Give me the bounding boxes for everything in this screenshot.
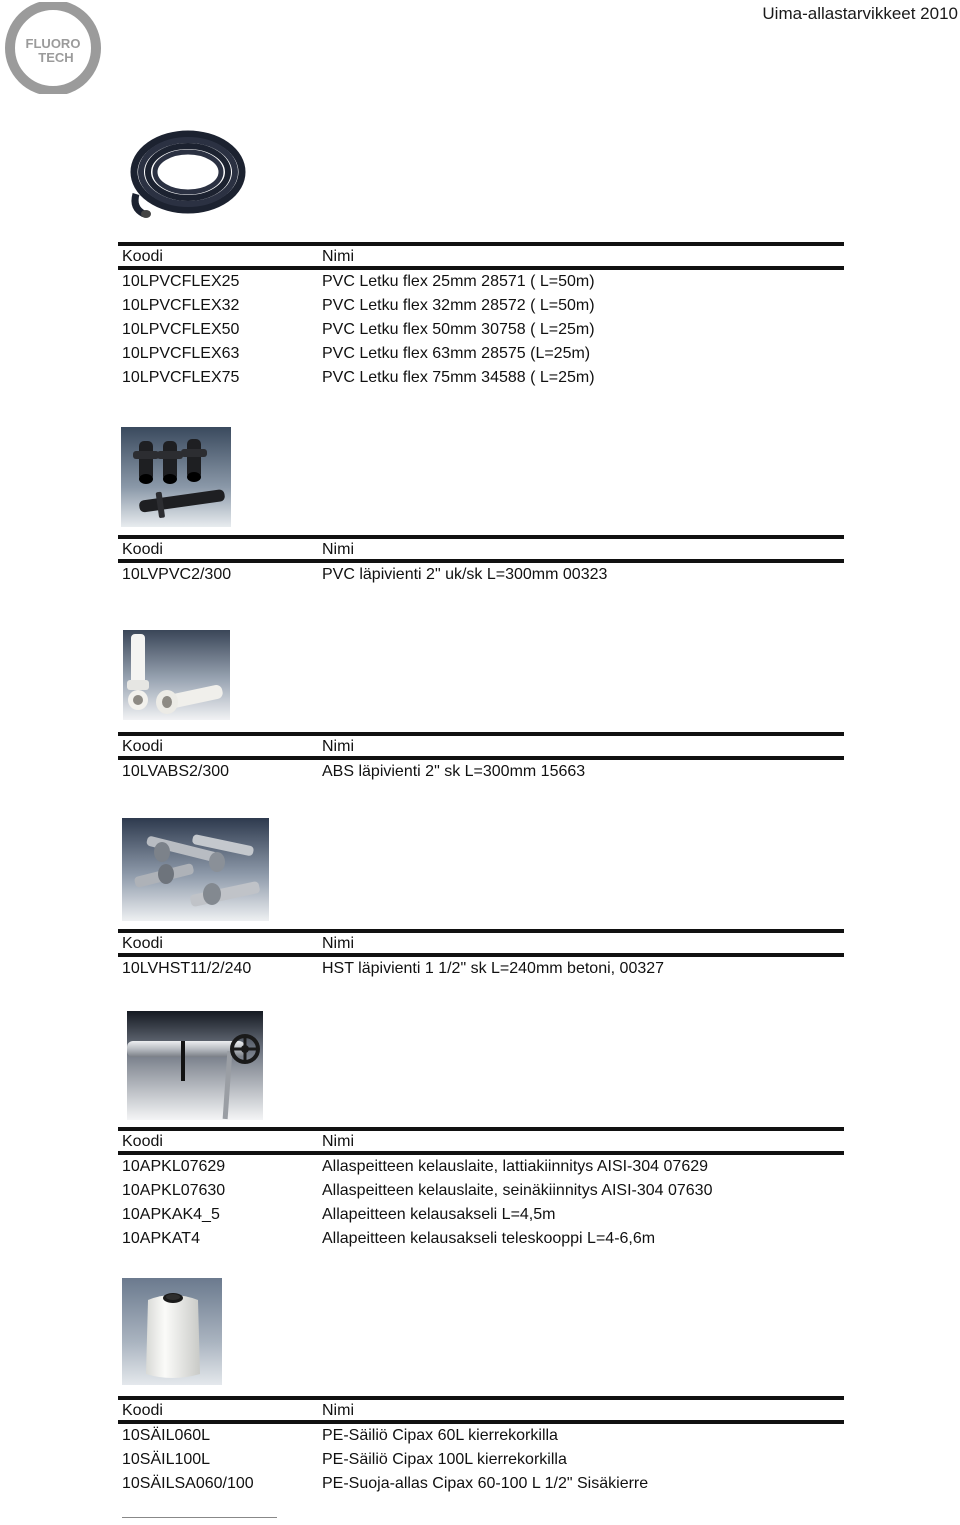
product-name: PVC Letku flex 50mm 30758 ( L=25m) xyxy=(322,321,595,338)
product-code: 10APKAT4 xyxy=(122,1230,200,1247)
product-code: 10LPVCFLEX25 xyxy=(122,273,240,290)
table-row xyxy=(118,957,844,981)
column-header-name: Nimi xyxy=(322,935,354,952)
column-header-name: Nimi xyxy=(322,541,354,558)
product-code: 10LPVCFLEX32 xyxy=(122,297,240,314)
table-row xyxy=(118,294,844,318)
product-code: 10LVHST11/2/240 xyxy=(122,960,252,977)
product-code: 10LPVCFLEX75 xyxy=(122,369,240,386)
column-header-name: Nimi xyxy=(322,248,354,265)
table-row xyxy=(118,270,844,294)
product-table-pe-tanks xyxy=(118,1396,844,1496)
table-header xyxy=(118,535,844,563)
table-row xyxy=(118,1448,844,1472)
table-header xyxy=(118,1127,844,1155)
hst-wall-passthrough-image xyxy=(122,818,269,921)
product-name: PE-Säiliö Cipax 100L kierrekorkilla xyxy=(322,1451,567,1468)
table-header xyxy=(118,929,844,957)
table-row xyxy=(118,366,844,390)
product-name: Allaspeitteen kelauslaite, lattiakiinnitys AISI-304 07629 xyxy=(322,1158,709,1175)
product-name: ABS läpivienti 2" sk L=300mm 15663 xyxy=(322,763,586,780)
table-header xyxy=(118,242,844,270)
column-header-code: Koodi xyxy=(122,541,163,558)
table-header xyxy=(118,1396,844,1424)
table-row xyxy=(118,342,844,366)
footer-divider xyxy=(122,1517,277,1518)
product-table-abs-passthrough xyxy=(118,732,844,784)
column-header-name: Nimi xyxy=(322,738,354,755)
product-name: PVC Letku flex 25mm 28571 ( L=50m) xyxy=(322,273,595,290)
product-name: PE-Säiliö Cipax 60L kierrekorkilla xyxy=(322,1427,558,1444)
table-row xyxy=(118,563,844,587)
table-row xyxy=(118,1472,844,1496)
product-name: PE-Suoja-allas Cipax 60-100 L 1/2" Sisäkierre xyxy=(322,1475,649,1492)
column-header-code: Koodi xyxy=(122,935,163,952)
product-name: Allapeitteen kelausakseli teleskooppi L=4-6,6m xyxy=(322,1230,656,1247)
product-name: PVC Letku flex 75mm 34588 ( L=25m) xyxy=(322,369,595,386)
coiled-hose-image xyxy=(126,124,248,222)
product-code: 10SÄIL060L xyxy=(122,1427,211,1444)
product-code: 10APKAK4_5 xyxy=(122,1206,220,1223)
product-table-pvc-passthrough xyxy=(118,535,844,587)
table-row xyxy=(118,760,844,784)
table-row xyxy=(118,1424,844,1448)
column-header-code: Koodi xyxy=(122,738,163,755)
page-title: Uima-allastarvikkeet 2010 xyxy=(762,4,958,23)
table-row xyxy=(118,1179,844,1203)
product-code: 10LPVCFLEX50 xyxy=(122,321,240,338)
column-header-code: Koodi xyxy=(122,1133,163,1150)
column-header-name: Nimi xyxy=(322,1402,354,1419)
table-row xyxy=(118,1155,844,1179)
cover-reel-image xyxy=(127,1011,263,1120)
product-table-hst-passthrough xyxy=(118,929,844,981)
logo-line1: FLUORO xyxy=(25,36,81,51)
product-name: PVC Letku flex 63mm 28575 (L=25m) xyxy=(322,345,591,362)
abs-wall-passthrough-image xyxy=(123,630,230,720)
column-header-name: Nimi xyxy=(322,1133,354,1150)
product-code: 10LVPVC2/300 xyxy=(122,566,232,583)
product-code: 10LVABS2/300 xyxy=(122,763,230,780)
product-name: PVC läpivienti 2" uk/sk L=300mm 00323 xyxy=(322,566,608,583)
product-code: 10SÄILSA060/100 xyxy=(122,1475,254,1492)
product-name: HST läpivienti 1 1/2" sk L=240mm betoni, 00327 xyxy=(322,960,665,977)
logo-line2: TECH xyxy=(38,50,74,65)
table-row xyxy=(118,318,844,342)
table-header xyxy=(118,732,844,760)
product-code: 10APKL07630 xyxy=(122,1182,226,1199)
table-row xyxy=(118,1203,844,1227)
product-table-hoses xyxy=(118,242,844,390)
product-code: 10LPVCFLEX63 xyxy=(122,345,240,362)
fluorotech-logo xyxy=(2,2,104,94)
table-row xyxy=(118,1227,844,1251)
product-code: 10SÄIL100L xyxy=(122,1451,211,1468)
product-name: Allaspeitteen kelauslaite, seinäkiinnitys AISI-304 07630 xyxy=(322,1182,713,1199)
column-header-code: Koodi xyxy=(122,248,163,265)
pvc-wall-passthrough-image xyxy=(121,427,231,527)
product-name: PVC Letku flex 32mm 28572 ( L=50m) xyxy=(322,297,595,314)
product-table-cover-reels xyxy=(118,1127,844,1251)
column-header-code: Koodi xyxy=(122,1402,163,1419)
product-code: 10APKL07629 xyxy=(122,1158,226,1175)
product-name: Allapeitteen kelausakseli L=4,5m xyxy=(322,1206,556,1223)
pe-tank-image xyxy=(122,1278,222,1385)
